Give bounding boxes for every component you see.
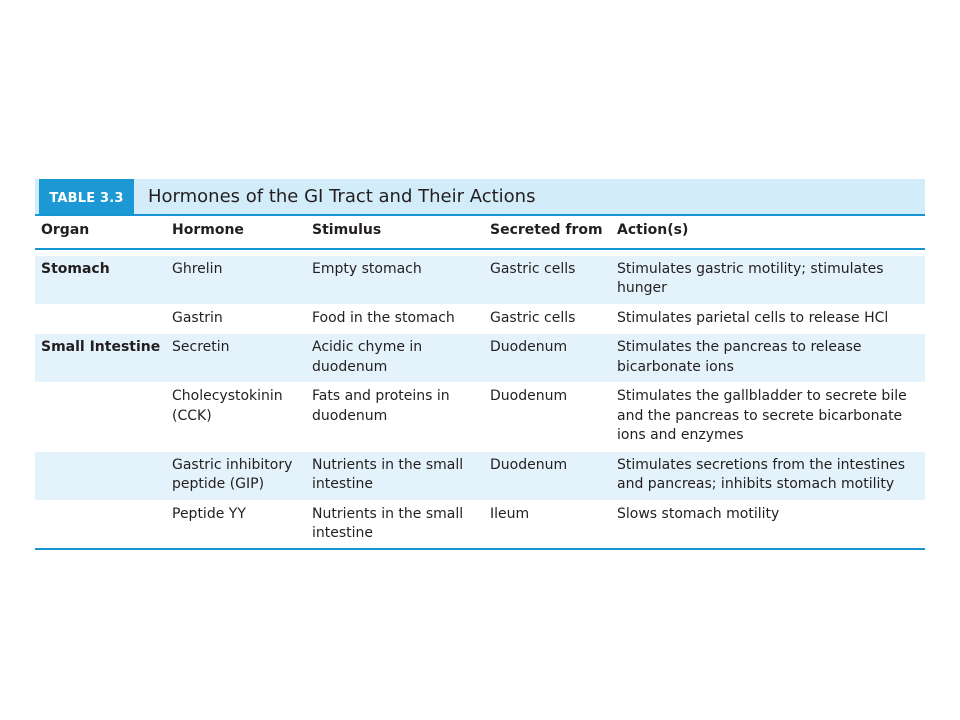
- action-cell: Stimulates secretions from the intestines and pancreas; inhibits stomach motility: [611, 451, 925, 500]
- stimulus-cell: Food in the stomach: [306, 304, 484, 334]
- secreted-from-cell: Gastric cells: [484, 256, 611, 305]
- table-number-tag: TABLE 3.3: [39, 179, 134, 214]
- organ-cell: [35, 451, 166, 500]
- organ-cell: [35, 304, 166, 334]
- table-row: [35, 304, 925, 334]
- column-header-stimulus: Stimulus: [306, 216, 484, 249]
- action-cell: Slows stomach motility: [611, 500, 925, 549]
- header-row: [35, 216, 925, 249]
- table-title: Hormones of the GI Tract and Their Actions: [148, 186, 536, 207]
- stimulus-cell: Empty stomach: [306, 256, 484, 305]
- action-cell: Stimulates the gallbladder to secrete bile and the pancreas to secrete bicarbonate ions and enzymes: [611, 383, 925, 452]
- table-title-bar: [35, 179, 925, 216]
- action-cell: Stimulates the pancreas to release bicarbonate ions: [611, 334, 925, 383]
- organ-cell: Stomach: [35, 256, 166, 305]
- hormone-table: [35, 179, 925, 550]
- stimulus-cell: Acidic chyme in duodenum: [306, 334, 484, 383]
- secreted-from-cell: Duodenum: [484, 383, 611, 452]
- column-header-organ: Organ: [35, 216, 166, 249]
- table-row: [35, 451, 925, 500]
- table-row: [35, 383, 925, 452]
- hormone-cell: Cholecystokinin (CCK): [166, 383, 306, 452]
- column-header-secreted-from: Secreted from: [484, 216, 611, 249]
- table-row: [35, 256, 925, 305]
- stimulus-cell: Fats and proteins in duodenum: [306, 383, 484, 452]
- table-row: [35, 500, 925, 549]
- hormone-cell: Gastric inhibitory peptide (GIP): [166, 451, 306, 500]
- organ-cell: Small Intestine: [35, 334, 166, 383]
- stimulus-cell: Nutrients in the small intestine: [306, 500, 484, 549]
- secreted-from-cell: Ileum: [484, 500, 611, 549]
- data-table: [35, 216, 925, 550]
- secreted-from-cell: Duodenum: [484, 334, 611, 383]
- hormone-cell: Ghrelin: [166, 256, 306, 305]
- action-cell: Stimulates parietal cells to release HCl: [611, 304, 925, 334]
- hormone-cell: Gastrin: [166, 304, 306, 334]
- hormone-cell: Peptide YY: [166, 500, 306, 549]
- column-header-actions: Action(s): [611, 216, 925, 249]
- organ-cell: [35, 500, 166, 549]
- secreted-from-cell: Gastric cells: [484, 304, 611, 334]
- table-row: [35, 334, 925, 383]
- stimulus-cell: Nutrients in the small intestine: [306, 451, 484, 500]
- column-header-hormone: Hormone: [166, 216, 306, 249]
- action-cell: Stimulates gastric motility; stimulates hunger: [611, 256, 925, 305]
- secreted-from-cell: Duodenum: [484, 451, 611, 500]
- hormone-cell: Secretin: [166, 334, 306, 383]
- organ-cell: [35, 383, 166, 452]
